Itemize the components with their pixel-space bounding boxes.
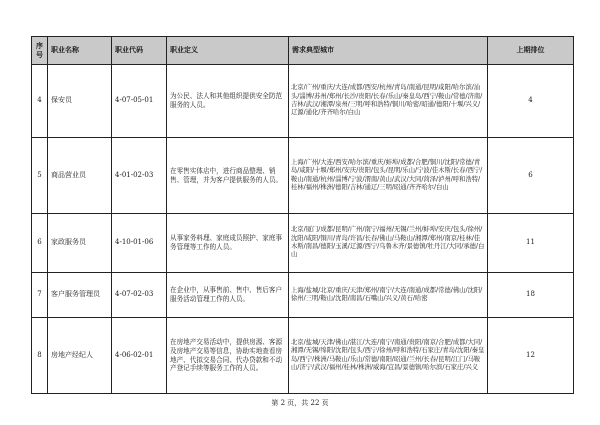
- header-name: 职业名称: [48, 37, 112, 65]
- cell-seq: 5: [32, 138, 48, 214]
- cell-seq: 7: [32, 273, 48, 318]
- table-row: [32, 318, 574, 394]
- header-rank: 上期排位: [488, 37, 574, 65]
- cell-seq: 8: [32, 318, 48, 394]
- cell-definition: 为公民、法人和其他组织提供安全防范服务的人员。: [167, 65, 289, 138]
- cell-name: 家政服务员: [48, 214, 112, 273]
- cell-rank: 18: [488, 273, 574, 318]
- header-definition: 职业定义: [167, 37, 289, 65]
- cell-rank: 11: [488, 214, 574, 273]
- cell-rank: 4: [488, 65, 574, 138]
- header-seq: 序号: [32, 37, 48, 65]
- table-row: [32, 273, 574, 318]
- cell-cities: 北京/广州/重庆/大连/成都/西安/杭州/青岛/南通/昆明/咸阳/哈尔滨/汕头/淄博/苏州/郑州/长沙/贵阳/长春/乐山/秦皇岛/西宁/鞍山/常德/济南/吉林/武汉/湘潭/泉州/三明/呼和浩特/铜川/哈密/昭通/德阳/十堰/兴义/辽源/通化/齐齐哈尔/白山: [289, 65, 488, 138]
- cell-code: 4-01-02-03: [112, 138, 167, 214]
- table-row: [32, 214, 574, 273]
- cell-rank: 6: [488, 138, 574, 214]
- table-row: [32, 138, 574, 214]
- table-header-row: [32, 37, 574, 65]
- cell-code: 4-07-02-03: [112, 273, 167, 318]
- occupation-table: [31, 36, 574, 394]
- cell-rank: 12: [488, 318, 574, 394]
- cell-seq: 6: [32, 214, 48, 273]
- cell-definition: 从事家务料理、家庭成员照护、家庭事务管理等工作的人员。: [167, 214, 289, 273]
- cell-name: 商品营业员: [48, 138, 112, 214]
- cell-definition: 在企业中，从事售前、售中、售后客户服务活动管理工作的人员。: [167, 273, 289, 318]
- cell-seq: 4: [32, 65, 48, 138]
- cell-definition: 在零售实体店中，进行商品整理、销售、管理，并为客户提供服务的人员。: [167, 138, 289, 214]
- table-row: [32, 65, 574, 138]
- cell-cities: 北京/厦门/成都/昆明/广州/南宁/福州/无锡/兰州/蚌埠/安庆/包头/徐州/沈阳/咸阳/铜川/青岛/许昌/长春/佛山/马鞍山/湘潭/郑州/南京/桂林/佳木斯/南昌/德阳/玉溪/辽源/西宁/乌鲁木齐/景德镇/牡丹江/大同/承德/白山: [289, 214, 488, 273]
- header-code: 职业代码: [112, 37, 167, 65]
- header-cities: 需求典型城市: [289, 37, 488, 65]
- cell-code: 4-06-02-01: [112, 318, 167, 394]
- cell-code: 4-10-01-06: [112, 214, 167, 273]
- cell-cities: 上海/盐城/北京/重庆/天津/郑州/南宁/大连/南通/成都/常德/佛山/沈阳/徐州/三明/鞍山/沈阳/南昌/石嘴山/兴义/黄石/哈密: [289, 273, 488, 318]
- cell-name: 客户服务管理员: [48, 273, 112, 318]
- cell-definition: 在房地产交易活动中，提供房源、客源及房地产交易等信息，协助实地查看房地产、代拟交易合同、代办贷款和不动产登记手续等服务工作的人员。: [167, 318, 289, 394]
- cell-name: 保安员: [48, 65, 112, 138]
- cell-name: 房地产经纪人: [48, 318, 112, 394]
- cell-cities: 上海/广州/大连/西安/哈尔滨/重庆/蚌埠/成都/合肥/铜川/沈阳/常德/青岛/咸阳/十堰/郑州/安庆/贵阳/包头/昆明/乐山/宁波/佳木斯/长春/西宁/鞍山/南通/杭州/淄博/宁波/渭南/黄山/武汉/大同/菏泽/泸州/呼和浩特/桂林/福州/株洲/德阳/吉林/通辽/三明/昭通/齐齐哈尔/白山: [289, 138, 488, 214]
- cell-code: 4-07-05-01: [112, 65, 167, 138]
- page-footer: 第 2 页，共 22 页: [271, 399, 329, 407]
- cell-cities: 北京/盐城/天津/佛山/湛江/大连/南宁/南通/贵阳/南京/合肥/成都/大同/湘潭/无锡/绵阳/沈阳/包头/西宁/徐州/呼和浩特/石家庄/青岛/沈阳/秦皇岛/西宁/株洲/马鞍山/乐山/常德/南阳/昭通/兰州/长春/昆明/江门/马鞍山/济宁/武汉/福州/桂林/株洲/威海/宜昌/景德镇/哈尔滨/石家庄/兴义: [289, 318, 488, 394]
